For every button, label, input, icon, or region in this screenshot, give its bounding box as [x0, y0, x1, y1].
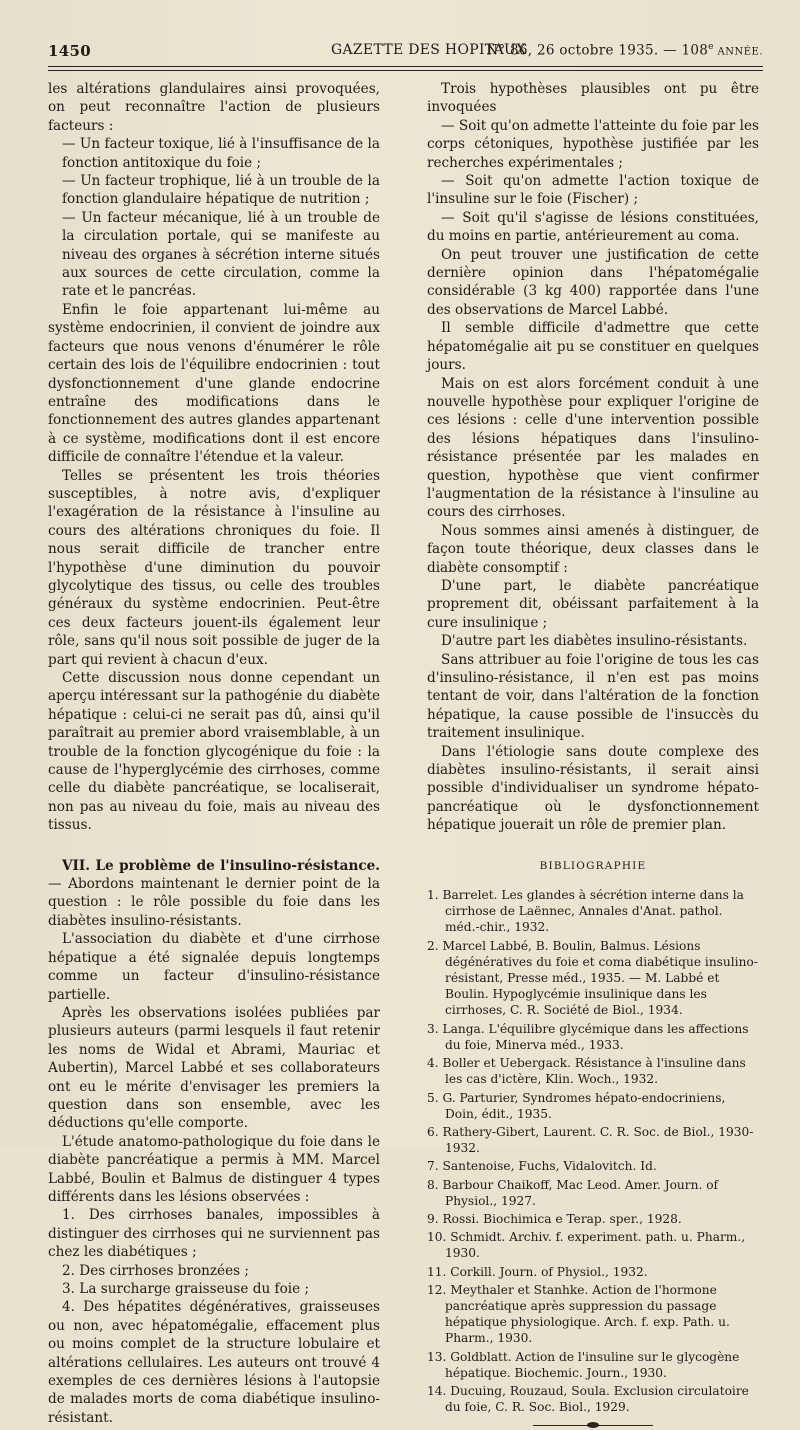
paragraph: — Soit qu'il s'agisse de lésions constituées, du moins en partie, antérieurement au coma. [427, 209, 759, 245]
page-number: 1450 [48, 42, 91, 60]
header-rule [48, 66, 763, 67]
reference-item: 3. Langa. L'équilibre glycémique dans les affections du foie, Minerva méd., 1933. [427, 1021, 749, 1052]
paragraph: Enfin le foie appartenant lui-même au système endocrinien, il convient de joindre aux facteurs que nous venons d'énumérer le rôle certain des lois de l'équilibre endocrinien : tout dysfonctionnement d'une glande endocrine entraîne des modifications dans le fonctionnement des autres glandes appartenant à ce système, modifications dont il est encore difficile de connaître l'étendue et la valeur. [48, 301, 380, 466]
list-item: 3. La surcharge graisseuse du foie ; [62, 1281, 310, 1297]
paragraph: Mais on est alors forcément conduit à une nouvelle hypothèse pour expliquer l'origine de ces lésions : celle d'une intervention possible des lésions hépatiques dans l'insulino-résistance présentée par les malades en question, hypothèse que vient confirmer l'augmentation de la résistance à l'insuline au cours des cirrhoses. [427, 375, 759, 521]
reference-item: 5. G. Parturier, Syndromes hépato-endocriniens, Doin, édit., 1935. [427, 1090, 726, 1121]
issue-info: N° 86, 26 octobre 1935. — 108e ANNÉE. [486, 42, 763, 59]
right-column [427, 80, 759, 1430]
paragraph: — Soit qu'on admette l'action toxique de l'insuline sur le foie (Fischer) ; [427, 173, 759, 208]
paragraph: Telles se présentent les trois théories susceptibles, à notre avis, d'expliquer l'exagération de la résistance à l'insuline au cours des altérations chroniques du foie. Il nous serait difficile de trancher entre l'hypothèse d'une diminution du pouvoir glycolytique des tissus, ou celle des troubles généraux du système endocrinien. Peut-être ces deux facteurs jouent-ils également leur rôle, sans qu'il nous soit possible de juger de la part qui revient à chacun d'eux. [48, 467, 380, 668]
reference-item: 6. Rathery-Gibert, Laurent. C. R. Soc. de Biol., 1930-1932. [427, 1124, 754, 1156]
paragraph: — Soit qu'on admette l'atteinte du foie par les corps cétoniques, hypothèse justifiée par les recherches expérimentales ; [427, 117, 759, 171]
list-item: 2. Des cirrhoses bronzées ; [62, 1262, 250, 1279]
header-rule-thin [48, 70, 763, 71]
paragraph: Après les observations isolées publiées par plusieurs auteurs (parmi lesquels il faut retenir les noms de Widal et Abrami, Mauriac et Aubertin), Marcel Labbé et ses collaborateurs ont eu le mérite d'envisager les premiers la question dans son ensemble, avec les déductions qu'elle comporte. [48, 1004, 380, 1132]
reference-item: 4. Boller et Uebergack. Résistance à l'insuline dans les cas d'ictère, Klin. Woch., 1932. [427, 1056, 746, 1087]
paragraph: — Un facteur toxique, lié à l'insuffisance de la fonction antitoxique du foie ; [62, 136, 380, 171]
reference-item: 11. Corkill. Journ. of Physiol., 1932. [427, 1264, 648, 1279]
bibliography-list [427, 887, 759, 1415]
paragraph: — Un facteur trophique, lié à un trouble de la fonction glandulaire hépatique de nutrition ; [62, 173, 380, 208]
reference-item: 10. Schmidt. Archiv. f. experiment. path. u. Pharm., 1930. [427, 1230, 746, 1261]
end-ornament [533, 1425, 653, 1430]
paragraph: les altérations glandulaires ainsi provoquées, on peut reconnaître l'action de plusieurs facteurs : [48, 81, 380, 134]
reference-item: 7. Santenoise, Fuchs, Vidalovitch. Id. [427, 1159, 657, 1174]
reference-item: 14. Ducuing, Rouzaud, Soula. Exclusion circulatoire du foie, C. R. Soc. Biol., 1929. [427, 1383, 749, 1415]
paragraph: D'autre part les diabètes insulino-résistants. [441, 633, 748, 650]
paragraph: D'une part, le diabète pancréatique proprement dit, obéissant parfaitement à la cure insulinique ; [427, 577, 759, 631]
section-paragraph [48, 857, 380, 931]
paragraph: Dans l'étiologie sans doute complexe des diabètes insulino-résistants, il serait ainsi possible d'individualiser un syndrome hépato-pancréatique où le dysfonctionnement hépatique jouerait un rôle de premier plan. [427, 743, 759, 834]
list-item: 4. Des hépatites dégénératives, graisseuses ou non, avec hépatomégalie, effacement plus ou moins complet de la structure lobulaire et altérations cellulaires. Les auteurs ont trouvé 4 exemples de ces dernières lésions à l'autopsie de malades morts de coma diabétique insulino-résistant. [48, 1299, 380, 1426]
list-item: 1. Des cirrhoses banales, impossibles à distinguer des cirrhoses qui ne surviennent pas chez les diabétiques ; [48, 1207, 380, 1261]
reference-item: 2. Marcel Labbé, B. Boulin, Balmus. Lésions dégénératives du foie et coma diabétique insulino-résistant, Presse méd., 1935. — M. Labbé et Boulin. Hypoglycémie insulinique dans les cirrhoses, C. R. Société de Biol., 1934. [427, 938, 758, 1018]
paragraph: — Un facteur mécanique, lié à un trouble de la circulation portale, qui se manifeste au niveau des organes à sécrétion interne situés aux sources de cette circulation, comme la rate et le pancréas. [62, 209, 380, 300]
reference-item: 8. Barbour Chaikoff, Mac Leod. Amer. Journ. of Physiol., 1927. [427, 1177, 719, 1208]
reference-item: 1. Barrelet. Les glandes à sécrétion interne dans la cirrhose de Laënnec, Annales d'Anat. pathol. méd.-chir., 1932. [427, 888, 744, 935]
paragraph: L'association du diabète et d'une cirrhose hépatique a été signalée depuis longtemps comme un facteur d'insulino-résistance partielle. [48, 931, 380, 1003]
paragraph: On peut trouver une justification de cette dernière opinion dans l'hépatomégalie considérable (3 kg 400) rapportée dans l'une des observations de Marcel Labbé. [427, 246, 759, 318]
paragraph: Nous sommes ainsi amenés à distinguer, de façon toute théorique, deux classes dans le diabète consomptif : [427, 522, 759, 576]
reference-item: 9. Rossi. Biochimica e Terap. sper., 1928. [427, 1211, 682, 1226]
paragraph: Cette discussion nous donne cependant un aperçu intéressant sur la pathogénie du diabète hépatique : celui-ci ne serait pas dû, ainsi qu'il paraîtrait au premier abord vraisemblable, à un trouble de la fonction glycogénique du foie : la cause de l'hyperglycémie des cirrhoses, comme celle du diabète pancréatique, se localiserait, non pas au niveau du foie, mais au niveau des tissus. [48, 670, 380, 834]
ornament-dot [587, 1422, 599, 1428]
page-header [48, 40, 763, 66]
left-column [48, 80, 380, 1427]
section-intro: — Abordons maintenant le dernier point de la question : le rôle possible du foie dans les diabètes insulino-résistants. [48, 876, 380, 929]
bibliography-title: BIBLIOGRAPHIE [539, 859, 647, 872]
paragraph: L'étude anatomo-pathologique du foie dans le diabète pancréatique a permis à MM. Marcel Labbé, Boulin et Balmus de distinguer 4 types différents dans les lésions observées : [48, 1133, 380, 1205]
journal-title: GAZETTE DES HOPITAUX [331, 42, 527, 58]
paragraph: Il semble difficile d'admettre que cette hépatomégalie ait pu se constituer en quelques jours. [427, 320, 759, 374]
reference-item: 13. Goldblatt. Action de l'insuline sur le glycogène hépatique. Biochemic. Journ., 1930. [427, 1349, 740, 1380]
paragraph: Sans attribuer au foie l'origine de tous les cas d'insulino-résistance, il n'en est pas moins tentant de voir, dans l'altération de la fonction hépatique, la cause possible de l'insuccès du traitement insulinique. [427, 651, 759, 742]
reference-item: 12. Meythaler et Stanhke. Action de l'hormone pancréatique après suppression du passage hépatique physiologique. Arch. f. exp. Path. u. Pharm., 1930. [427, 1282, 730, 1346]
paragraph: Trois hypothèses plausibles ont pu être invoquées [427, 81, 759, 116]
section-title: VII. Le problème de l'insulino-résistance. [62, 857, 380, 874]
